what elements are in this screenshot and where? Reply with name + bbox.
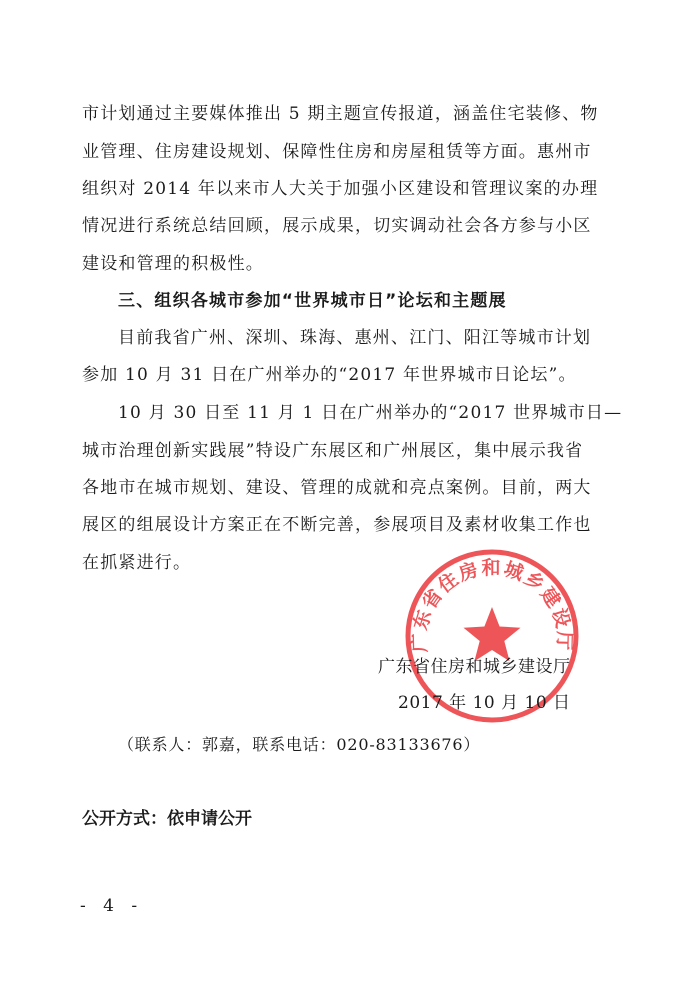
body-line-1: 市计划通过主要媒体推出 5 期主题宣传报道，涵盖住宅装修、物 — [82, 104, 599, 124]
body-line-7: 目前我省广州、深圳、珠海、惠州、江门、阳江等城市计划 — [118, 328, 592, 348]
body-line-4: 情况进行系统总结回顾，展示成果，切实调动社会各方参与小区 — [82, 216, 592, 236]
body-line-5: 建设和管理的积极性。 — [82, 254, 264, 274]
body-line-12: 展区的组展设计方案正在不断完善，参展项目及素材收集工作也 — [82, 515, 592, 535]
seal-text: 广东省住房和城乡建设厅 — [408, 557, 576, 653]
contact-info: （联系人：郭嘉，联系电话：020-83133676） — [118, 735, 481, 754]
signing-date: 2017 年 10 月 10 日 — [398, 693, 571, 713]
body-line-2: 业管理、住房建设规划、保障性住房和房屋租赁等方面。惠州市 — [82, 142, 592, 162]
seal-star-icon — [464, 607, 521, 661]
signing-organization: 广东省住房和城乡建设厅 — [378, 657, 571, 677]
body-line-11: 各地市在城市规划、建设、管理的成就和亮点案例。目前，两大 — [82, 478, 592, 498]
disclosure-method: 公开方式：依申请公开 — [82, 809, 252, 829]
page-number: - 4 - — [80, 896, 144, 916]
body-line-3: 组织对 2014 年以来市人大关于加强小区建设和管理议案的办理 — [82, 179, 599, 199]
section-heading: 三、组织各城市参加“世界城市日”论坛和主题展 — [118, 291, 507, 311]
body-line-8: 参加 10 月 31 日在广州举办的“2017 年世界城市日论坛”。 — [82, 365, 577, 385]
body-line-10: 城市治理创新实践展”特设广东展区和广州展区，集中展示我省 — [82, 441, 584, 461]
body-line-9: 10 月 30 日至 11 月 1 日在广州举办的“2017 世界城市日— — [118, 403, 623, 423]
body-line-13: 在抓紧进行。 — [82, 553, 192, 573]
